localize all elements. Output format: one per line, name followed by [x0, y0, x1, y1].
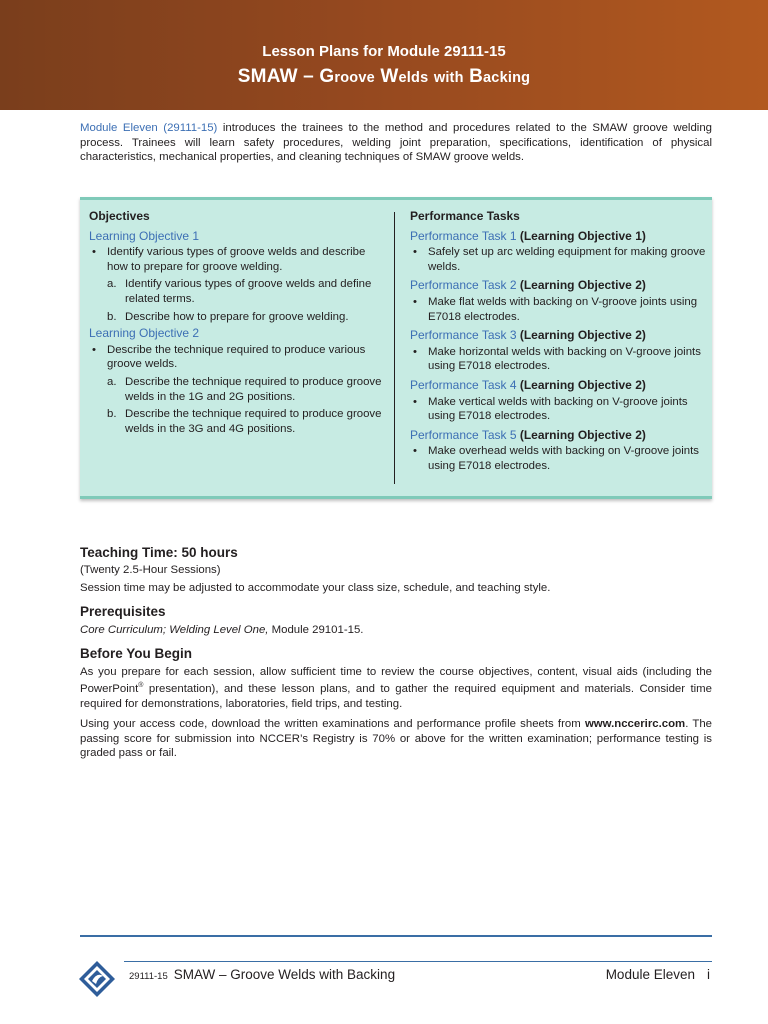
- performance-task-1: Performance Task 1 (Learning Objective 1): [410, 228, 646, 243]
- teaching-time-heading: Teaching Time: 50 hours: [80, 545, 238, 560]
- before-paragraph-1: As you prepare for each session, allow sufficient time to review the course objectives, content, visual aids (including the PowerPoint® presentation), and these lesson plans, and to gather the required equipment and materials. Consider time required for demonstrations, laboratories, field trips, and testing.: [80, 665, 712, 710]
- module-link[interactable]: Module Eleven (29111-15): [80, 122, 218, 134]
- footer-rule: [80, 935, 712, 937]
- header-subtitle: Lesson Plans for Module 29111-15: [262, 43, 506, 60]
- nccer-url-link[interactable]: www.nccerirc.com: [584, 718, 686, 731]
- before-paragraph-2: Using your access code, download the written examinations and performance profile sheets from www.nccerirc.com. The passing score for submission into NCCER’s Registry is 70% or above for the written examination; performance testing is graded pass or fail.: [80, 718, 712, 760]
- tasks-column: [410, 209, 706, 474]
- list-item: b. Describe how to prepare for groove welding.: [107, 310, 349, 323]
- before-you-begin-heading: Before You Begin: [80, 646, 193, 661]
- learning-objective-1: Learning Objective 1: [89, 228, 200, 243]
- list-item: • Identify various types of groove welds and describe how to prepare for groove welding.: [89, 245, 384, 274]
- objectives-column: [89, 209, 384, 436]
- tasks-heading: Performance Tasks: [410, 209, 520, 223]
- footer-rule-inner: [124, 961, 712, 962]
- prerequisites-heading: Prerequisites: [80, 604, 166, 619]
- sessions-note: (Twenty 2.5-Hour Sessions): [80, 563, 221, 576]
- before-you-begin-section: [80, 647, 712, 761]
- list-item: b. Describe the technique required to produce groove welds in the 3G and 4G positions.: [107, 408, 382, 435]
- list-item: a. Describe the technique required to produce groove welds in the 1G and 2G positions.: [107, 375, 382, 403]
- list-item: • Make overhead welds with backing on V-groove joints using E7018 electrodes.: [410, 444, 706, 473]
- list-item: • Make vertical welds with backing on V-groove joints using E7018 electrodes.: [410, 395, 706, 424]
- footer-page: Module Eleven i: [605, 967, 710, 982]
- nccer-logo-icon: [78, 960, 116, 998]
- intro-paragraph: Module Eleven (29111-15) introduces the trainees to the method and procedures related to the SMAW groove welding process. Trainees will learn safety procedures, welding joint preparation, specifications, identification of physical characteristics, mechanical properties, and cleaning techniques of SMAW groove welds.: [80, 122, 712, 164]
- list-item: • Safely set up arc welding equipment for making groove welds.: [410, 245, 706, 274]
- list-item: • Make flat welds with backing on V-groove joints using E7018 electrodes.: [410, 295, 706, 324]
- performance-task-2: Performance Task 2 (Learning Objective 2): [410, 278, 646, 293]
- prerequisites-text: Core Curriculum; Welding Level One, Module 29101-15.: [80, 623, 364, 636]
- list-item: a. Identify various types of groove welds and define related terms.: [107, 278, 372, 305]
- page-header: [0, 0, 768, 110]
- objectives-box: [80, 197, 712, 499]
- teaching-time-section: [80, 546, 712, 596]
- list-item: • Describe the technique required to produce various groove welds.: [89, 343, 384, 372]
- footer-title: 29111-15 SMAW – Groove Welds with Backing: [129, 967, 396, 982]
- performance-task-5: Performance Task 5 (Learning Objective 2): [410, 427, 646, 442]
- session-adjust-note: Session time may be adjusted to accommodate your class size, schedule, and teaching style.: [80, 582, 551, 595]
- column-divider: [394, 212, 395, 484]
- header-title: SMAW – Groove Welds with Backing: [237, 66, 531, 87]
- list-item: • Make horizontal welds with backing on V-groove joints using E7018 electrodes.: [410, 345, 706, 374]
- performance-task-4: Performance Task 4 (Learning Objective 2): [410, 377, 646, 392]
- performance-task-3: Performance Task 3 (Learning Objective 2): [410, 328, 646, 343]
- objectives-heading: Objectives: [89, 209, 150, 223]
- prerequisites-section: [80, 605, 712, 637]
- learning-objective-2: Learning Objective 2: [89, 326, 200, 341]
